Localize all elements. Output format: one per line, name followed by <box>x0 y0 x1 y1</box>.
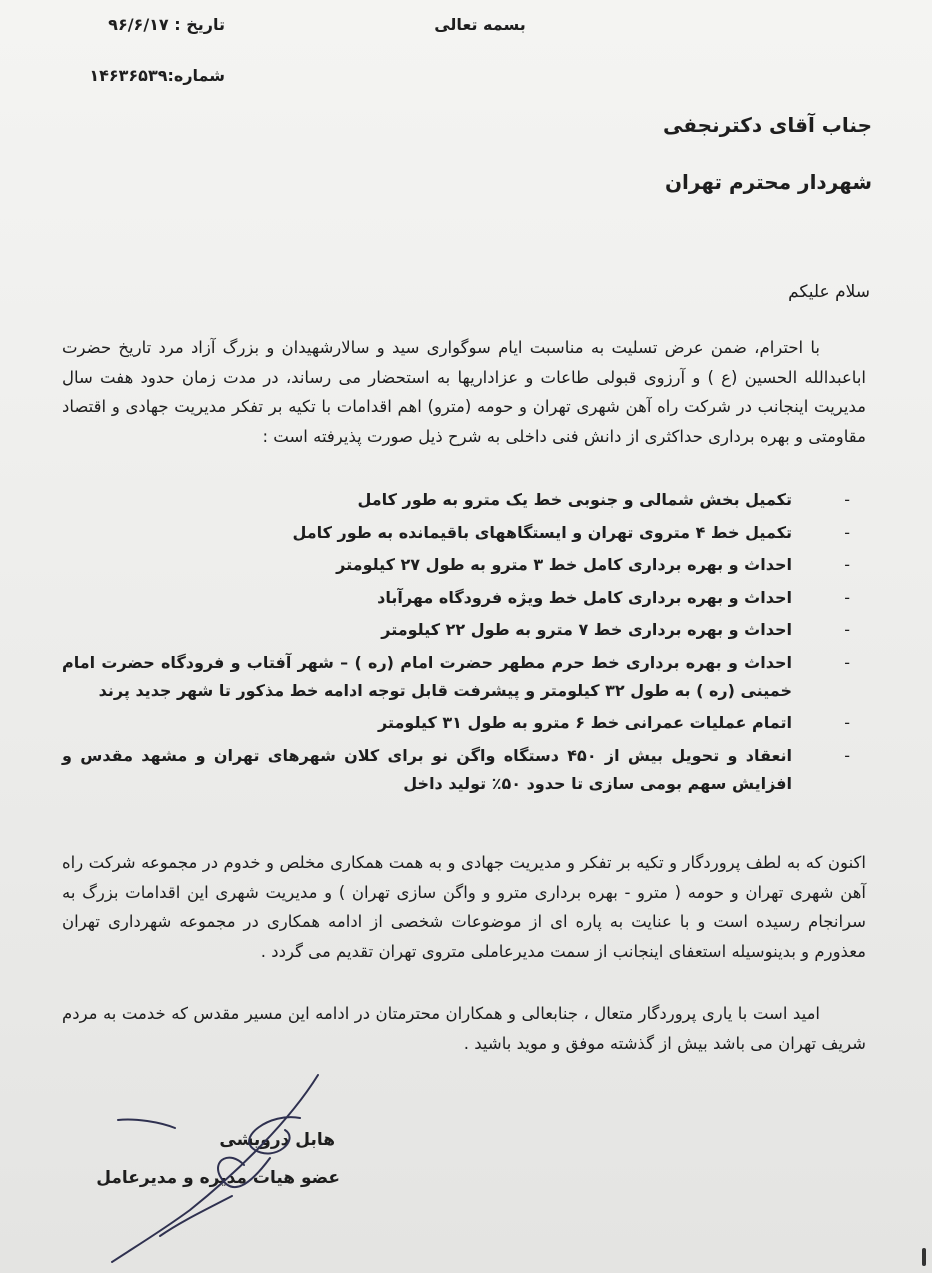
list-item-text: احداث و بهره برداری کامل خط ویژه فرودگاه مهرآباد <box>377 587 792 607</box>
list-item: - تکمیل بخش شمالی و جنوبی خط یک مترو به طور کامل <box>357 490 850 509</box>
letter-number: شماره:۱۴۶۳۶۵۳۹ <box>89 66 225 85</box>
addressee-name: جناب آقای دکترنجفی <box>663 113 872 137</box>
intro-paragraph <box>62 333 866 451</box>
list-item: - احداث و بهره برداری کامل خط ۳ مترو به طول ۲۷ کیلومتر <box>336 555 850 574</box>
list-item-text: احداث و بهره برداری کامل خط ۳ مترو به طول ۲۷ کیلومتر <box>336 555 792 574</box>
signatory-title: عضو هیات مدیره و مدیرعامل <box>96 1168 340 1188</box>
list-item: - احداث و بهره برداری خط ۷ مترو به طول ۲۲ کیلومتر <box>381 620 850 639</box>
edge-mark <box>922 1248 926 1266</box>
achievements-list <box>62 486 870 802</box>
bismillah-heading: بسمه تعالی <box>434 15 526 34</box>
list-item-text: تکمیل بخش شمالی و جنوبی خط یک مترو به طور کامل <box>357 490 792 509</box>
list-item: - تکمیل خط ۴ متروی تهران و ایستگاههای باقیمانده به طور کامل <box>292 522 850 542</box>
closing-text: امید است با یاری پروردگار متعال ، جنابعالی و همکاران محترمتان در ادامه این مسیر مقدس که خدمت به مردم شریف تهران می باشد بیش از گذشته موفق و موید باشید . <box>62 1004 866 1053</box>
list-item: - احداث و بهره برداری خط حرم مطهر حضرت امام (ره ) – شهر آفتاب و فرودگاه حضرت امام خمینی (ره ) به طول ۳۲ کیلومتر و پیشرفت قابل توجه ادامه خط مذکور تا شهر جدید پرند <box>62 652 850 700</box>
list-item: - اتمام عملیات عمرانی خط ۶ مترو به طول ۳۱ کیلومتر <box>378 713 850 732</box>
list-item: - انعقاد و تحویل بیش از ۴۵۰ دستگاه واگن نو برای کلان شهرهای تهران و مشهد مقدس و افزایش سهم بومی سازی تا حدود ۵۰٪ تولید داخل <box>62 745 850 793</box>
closing-paragraph <box>62 999 866 1058</box>
letter-date: تاریخ : ۹۶/۶/۱۷ <box>108 15 225 34</box>
intro-text: با احترام، ضمن عرض تسلیت به مناسبت ایام سوگواری سید و سالارشهیدان و بزرگ آزاد مرد تاریخ حضرت اباعبدالله الحسین (ع ) و آرزوی قبولی طاعات و عزاداریها به استحضار می رساند، در مدت زمان حدود هفت سال مدیریت اینجانب در شرکت راه آهن شهری تهران و حومه (مترو) اهم اقدامات با تکیه بر تفکر مدیریت جهادی و اقتصاد مقاومتی و بهره برداری حداکثری از دانش فنی داخلی به شرح ذیل صورت پذیرفته است : <box>62 338 866 446</box>
addressee-title: شهردار محترم تهران <box>664 170 872 194</box>
body-paragraph: اکنون که به لطف پروردگار و تکیه بر تفکر و مدیریت جهادی و به همت همکاری مخلص و خدوم در مجموعه شرکت راه آهن شهری تهران و حومه ( مترو - بهره برداری مترو و واگن سازی تهران ) و مدیریت شهری این اقدامات بزرگ به سرانجام رسیده است و با عنایت به پاره ای از موضوعات شخصی از ادامه همکاری در مجموعه شهرداری تهران معذورم و بدینوسیله استعفای اینجانب از سمت مدیرعاملی متروی تهران تقدیم می گردد . <box>62 853 866 961</box>
list-item-text: احداث و بهره برداری خط ۷ مترو به طول ۲۲ کیلومتر <box>381 620 792 639</box>
list-item-text: تکمیل خط ۴ متروی تهران و ایستگاههای باقیمانده به طور کامل <box>292 522 792 542</box>
greeting: سلام علیکم <box>788 282 870 302</box>
list-item: - احداث و بهره برداری کامل خط ویژه فرودگاه مهرآباد <box>377 587 850 607</box>
list-item-text: انعقاد و تحویل بیش از ۴۵۰ دستگاه واگن نو برای کلان شهرهای تهران و مشهد مقدس و افزایش سهم بومی سازی تا حدود ۵۰٪ تولید داخل <box>62 745 793 793</box>
list-item-text: احداث و بهره برداری خط حرم مطهر حضرت امام (ره ) – شهر آفتاب و فرودگاه حضرت امام خمینی (ره ) به طول ۳۲ کیلومتر و پیشرفت قابل توجه ادامه خط مذکور تا شهر جدید پرند <box>62 652 792 700</box>
signatory-name: هابل درویشی <box>219 1130 335 1150</box>
list-item-text: اتمام عملیات عمرانی خط ۶ مترو به طول ۳۱ کیلومتر <box>378 713 792 732</box>
